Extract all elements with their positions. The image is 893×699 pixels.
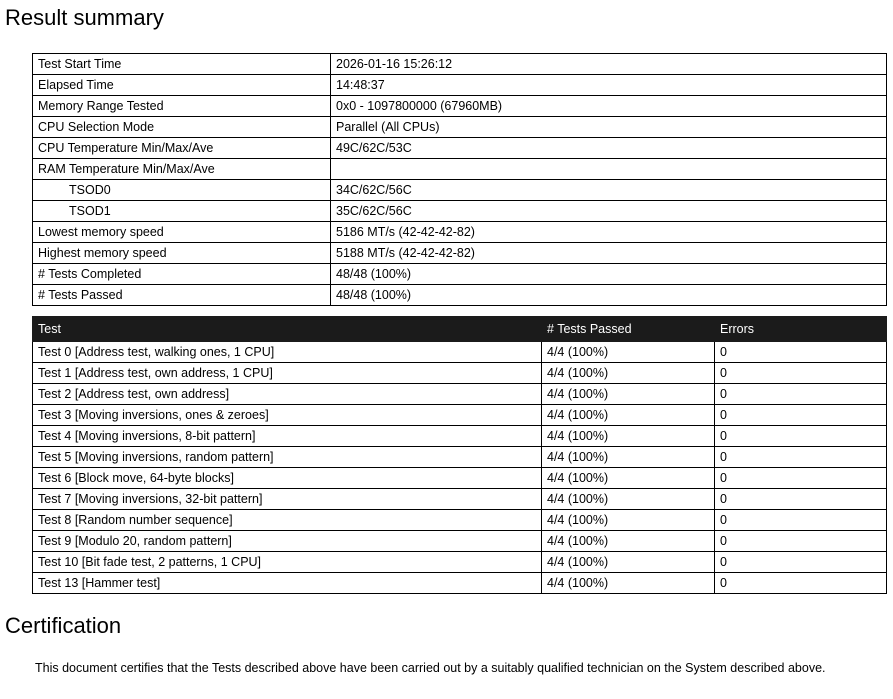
table-row — [33, 447, 887, 468]
summary-row-value: 2026-01-16 15:26:12 — [331, 54, 887, 75]
summary-row-value: 14:48:37 — [331, 75, 887, 96]
table-row — [33, 426, 887, 447]
tests-passed-cell: 4/4 (100%) — [542, 384, 715, 405]
test-name-cell: Test 5 [Moving inversions, random pattern] — [33, 447, 542, 468]
summary-row-label: Elapsed Time — [33, 75, 331, 96]
summary-row — [33, 117, 887, 138]
page-title: Result summary — [5, 5, 164, 30]
tests-table-head — [33, 317, 887, 342]
summary-row-label: TSOD0 — [33, 180, 331, 201]
errors-cell: 0 — [715, 510, 887, 531]
table-row — [33, 510, 887, 531]
summary-row-label: Highest memory speed — [33, 243, 331, 264]
tests-passed-cell: 4/4 (100%) — [542, 510, 715, 531]
tests-passed-cell: 4/4 (100%) — [542, 363, 715, 384]
summary-row-label: # Tests Completed — [33, 264, 331, 285]
errors-cell: 0 — [715, 342, 887, 363]
errors-cell: 0 — [715, 531, 887, 552]
test-name-cell: Test 2 [Address test, own address] — [33, 384, 542, 405]
summary-row-label: CPU Temperature Min/Max/Ave — [33, 138, 331, 159]
summary-row — [33, 138, 887, 159]
errors-cell: 0 — [715, 573, 887, 594]
summary-row — [33, 180, 887, 201]
errors-cell: 0 — [715, 468, 887, 489]
test-name-cell: Test 8 [Random number sequence] — [33, 510, 542, 531]
tests-passed-cell: 4/4 (100%) — [542, 531, 715, 552]
errors-cell: 0 — [715, 552, 887, 573]
summary-row — [33, 96, 887, 117]
certification-title: Certification — [5, 613, 122, 638]
column-header-tests-passed: # Tests Passed — [542, 317, 715, 342]
test-name-cell: Test 4 [Moving inversions, 8-bit pattern] — [33, 426, 542, 447]
test-name-cell: Test 13 [Hammer test] — [33, 573, 542, 594]
test-name-cell: Test 6 [Block move, 64-byte blocks] — [33, 468, 542, 489]
column-header-errors: Errors — [715, 317, 887, 342]
table-row — [33, 405, 887, 426]
summary-row-value — [331, 159, 887, 180]
test-name-cell: Test 10 [Bit fade test, 2 patterns, 1 CPU] — [33, 552, 542, 573]
summary-row-value: 49C/62C/53C — [331, 138, 887, 159]
summary-row-label: Test Start Time — [33, 54, 331, 75]
summary-row — [33, 159, 887, 180]
tests-passed-cell: 4/4 (100%) — [542, 342, 715, 363]
table-row — [33, 342, 887, 363]
table-row — [33, 363, 887, 384]
summary-row — [33, 243, 887, 264]
test-name-cell: Test 1 [Address test, own address, 1 CPU] — [33, 363, 542, 384]
summary-row — [33, 222, 887, 243]
summary-row-value: 5188 MT/s (42-42-42-82) — [331, 243, 887, 264]
errors-cell: 0 — [715, 426, 887, 447]
tests-passed-cell: 4/4 (100%) — [542, 426, 715, 447]
summary-row-value: 0x0 - 1097800000 (67960MB) — [331, 96, 887, 117]
tests-passed-cell: 4/4 (100%) — [542, 468, 715, 489]
result-summary-table — [32, 53, 887, 306]
errors-cell: 0 — [715, 384, 887, 405]
table-row — [33, 573, 887, 594]
summary-row-value: 34C/62C/56C — [331, 180, 887, 201]
result-summary-body — [33, 54, 887, 306]
table-row — [33, 468, 887, 489]
summary-row-label: RAM Temperature Min/Max/Ave — [33, 159, 331, 180]
summary-row — [33, 264, 887, 285]
summary-row-value: 35C/62C/56C — [331, 201, 887, 222]
summary-row-label: TSOD1 — [33, 201, 331, 222]
tests-table-body — [33, 342, 887, 594]
summary-row-value: 5186 MT/s (42-42-42-82) — [331, 222, 887, 243]
errors-cell: 0 — [715, 363, 887, 384]
table-row — [33, 531, 887, 552]
column-header-test: Test — [33, 317, 542, 342]
errors-cell: 0 — [715, 447, 887, 468]
summary-row-label: CPU Selection Mode — [33, 117, 331, 138]
summary-row — [33, 75, 887, 96]
summary-row-value: 48/48 (100%) — [331, 285, 887, 306]
tests-passed-cell: 4/4 (100%) — [542, 405, 715, 426]
summary-row — [33, 285, 887, 306]
table-row — [33, 489, 887, 510]
certification-body-text: This document certifies that the Tests described above have been carried out by a suitably qualified technician on the System described above. — [35, 661, 826, 675]
tests-passed-cell: 4/4 (100%) — [542, 573, 715, 594]
tests-table — [32, 316, 887, 594]
test-name-cell: Test 0 [Address test, walking ones, 1 CPU] — [33, 342, 542, 363]
summary-row-value: 48/48 (100%) — [331, 264, 887, 285]
summary-row-label: Lowest memory speed — [33, 222, 331, 243]
errors-cell: 0 — [715, 405, 887, 426]
summary-row — [33, 54, 887, 75]
table-row — [33, 384, 887, 405]
tests-passed-cell: 4/4 (100%) — [542, 552, 715, 573]
summary-row-value: Parallel (All CPUs) — [331, 117, 887, 138]
summary-row — [33, 201, 887, 222]
test-name-cell: Test 9 [Modulo 20, random pattern] — [33, 531, 542, 552]
errors-cell: 0 — [715, 489, 887, 510]
summary-row-label: # Tests Passed — [33, 285, 331, 306]
test-name-cell: Test 7 [Moving inversions, 32-bit pattern] — [33, 489, 542, 510]
tests-passed-cell: 4/4 (100%) — [542, 489, 715, 510]
summary-row-label: Memory Range Tested — [33, 96, 331, 117]
table-row — [33, 552, 887, 573]
test-name-cell: Test 3 [Moving inversions, ones & zeroes] — [33, 405, 542, 426]
tests-passed-cell: 4/4 (100%) — [542, 447, 715, 468]
tests-table-header-row — [33, 317, 887, 342]
